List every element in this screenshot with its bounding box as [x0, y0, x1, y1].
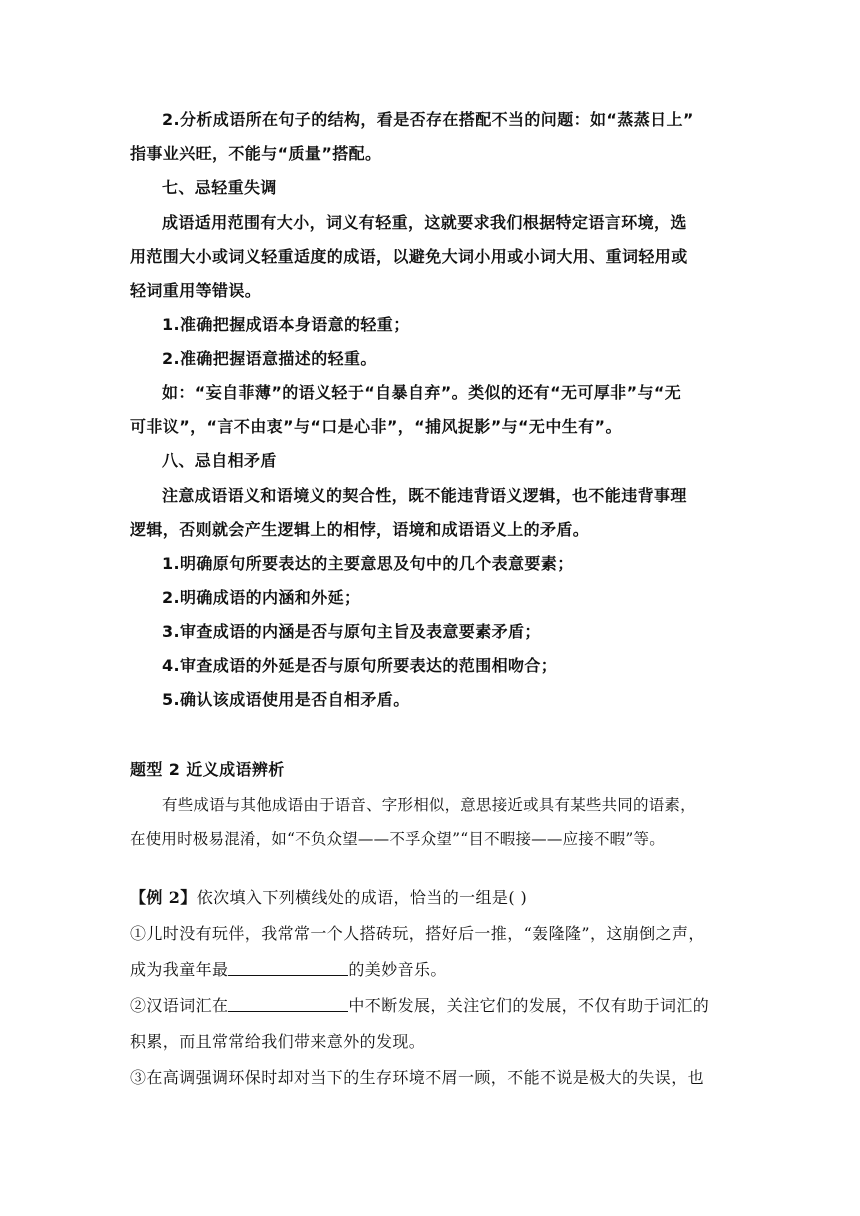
list-item: 4.审查成语的外延是否与原句所要表达的范围相吻合； [162, 656, 558, 675]
paragraph-line: 可非议”，“言不由衷”与“口是心非”，“捕风捉影”与“无中生有”。 [130, 417, 622, 436]
paragraph-line: 在使用时极易混淆，如“不负众望——不孚众望”“目不暇接——应接不暇”等。 [130, 830, 665, 848]
paragraph-line: 注意成语语义和语境义的契合性，既不能违背语义逻辑，也不能违背事理 [162, 486, 687, 505]
sentence-part: 的美妙音乐。 [348, 960, 447, 979]
paragraph-line: 有些成语与其他成语由于语音、字形相似，意思接近或具有某些共同的语素， [162, 796, 696, 814]
list-item: 1.明确原句所要表达的主要意思及句中的几个表意要素； [162, 554, 574, 573]
example-question-text: 依次填入下列横线处的成语，恰当的一组是( ) [196, 888, 528, 907]
fill-blank[interactable] [228, 961, 348, 976]
sentence-line [130, 960, 447, 980]
list-item: 3.审查成语的内涵是否与原句主旨及表意要素矛盾； [162, 622, 541, 641]
list-item: 2.明确成语的内涵和外延； [162, 588, 361, 607]
sentence-line: 积累，而且常常给我们带来意外的发现。 [130, 1032, 426, 1051]
list-item: 5.确认该成语使用是否自相矛盾。 [162, 690, 410, 709]
example-question [130, 888, 527, 908]
fill-blank[interactable] [228, 997, 348, 1012]
paragraph-line: 用范围大小或词义轻重适度的成语，以避免大词小用或小词大用、重词轻用或 [130, 247, 688, 266]
sentence-part: 成为我童年最 [130, 960, 229, 979]
list-item: 1.准确把握成语本身语意的轻重； [162, 315, 410, 334]
section-heading: 七、忌轻重失调 [162, 178, 277, 197]
question-type-title: 题型 2 近义成语辨析 [130, 760, 285, 779]
sentence-part: ②汉语词汇在 [130, 996, 229, 1015]
paragraph-line: 2.分析成语所在句子的结构，看是否存在搭配不当的问题：如“蒸蒸日上” [162, 110, 694, 129]
sentence-line [130, 996, 709, 1016]
paragraph-line: 如：“妄自菲薄”的语义轻于“自暴自弃”。类似的还有“无可厚非”与“无 [162, 383, 682, 402]
paragraph-line: 逻辑，否则就会产生逻辑上的相悖，语境和成语语义上的矛盾。 [130, 520, 590, 539]
paragraph-line: 轻词重用等错误。 [130, 281, 262, 300]
sentence-line: ①儿时没有玩伴，我常常一个人搭砖玩，搭好后一推，“轰隆隆”，这崩倒之声， [130, 924, 705, 943]
list-item: 2.准确把握语意描述的轻重。 [162, 349, 377, 368]
paragraph-line: 成语适用范围有大小，词义有轻重，这就要求我们根据特定语言环境，选 [162, 213, 687, 232]
sentence-part: 中不断发展，关注它们的发展，不仅有助于词汇的 [348, 996, 710, 1015]
sentence-line: ③在高调强调环保时却对当下的生存环境不屑一顾，不能不说是极大的失误，也 [130, 1068, 705, 1087]
section-heading: 八、忌自相矛盾 [162, 451, 277, 470]
paragraph-line: 指事业兴旺，不能与“质量”搭配。 [130, 144, 382, 163]
example-label: 【例 2】 [130, 888, 197, 907]
